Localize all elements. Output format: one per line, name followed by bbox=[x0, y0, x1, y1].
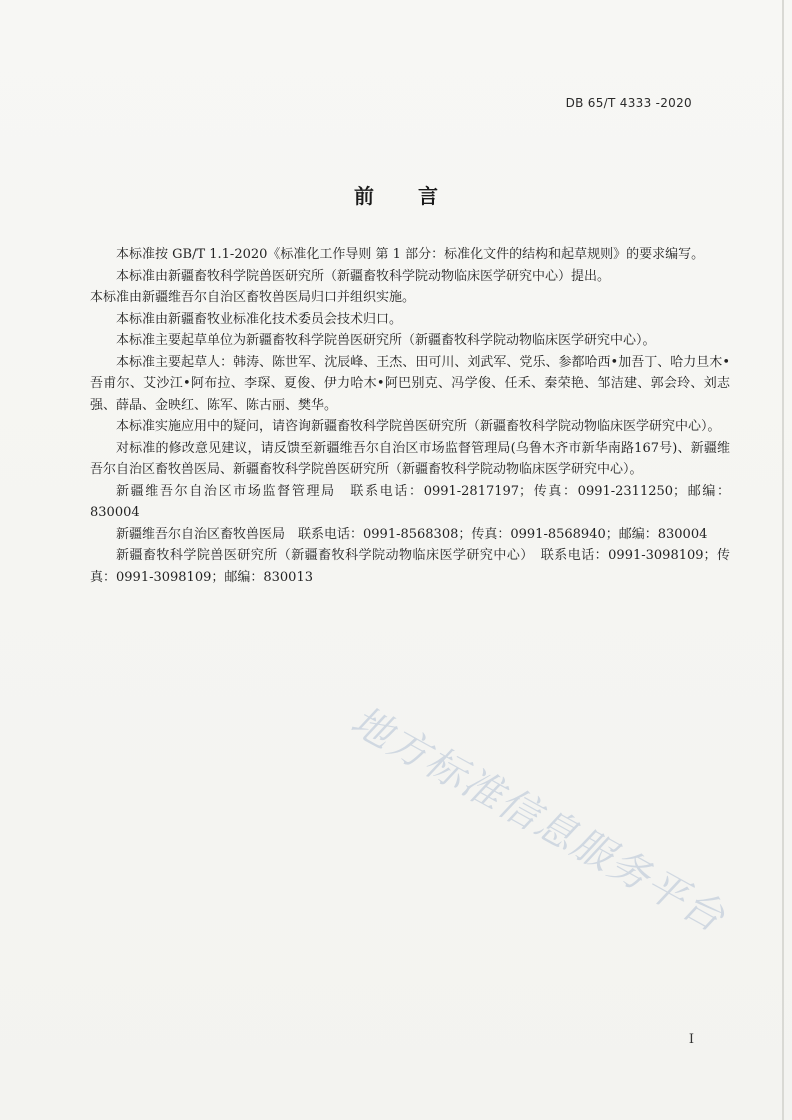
paragraph-inquiry: 本标准实施应用中的疑问，请咨询新疆畜牧科学院兽医研究所（新疆畜牧科学院动物临床医学研究中心）。 bbox=[116, 419, 721, 434]
contact-line-animal-husbandry: 新疆维吾尔自治区畜牧兽医局 联系电话：0991-8568308；传真：0991-8568940；邮编：830004 bbox=[116, 526, 708, 542]
paragraph-drafting-basis: 本标准按 GB/T 1.1-2020《标准化工作导则 第 1 部分：标准化文件的结构和起草规则》的要求编写。 bbox=[116, 247, 705, 262]
standard-code: DB 65/T 4333 -2020 bbox=[565, 96, 692, 110]
page-number: I bbox=[688, 1032, 694, 1047]
contact-line-veterinary-institute: 新疆畜牧科学院兽医研究所（新疆畜牧科学院动物临床医学研究中心） 联系电话：0991-3098109；传真：0991-3098109；邮编：830013 bbox=[90, 548, 730, 585]
paragraph-feedback: 对标准的修改意见建议，请反馈至新疆维吾尔自治区市场监督管理局(乌鲁木齐市新华南路167号)、新疆维吾尔自治区畜牧兽医局、新疆畜牧科学院兽医研究所（新疆畜牧科学院动物临床医学研究中心）。 bbox=[90, 440, 730, 477]
page-title: 前言 bbox=[354, 184, 482, 208]
watermark-text: 地方标准信息服务平台 bbox=[343, 697, 733, 942]
foreword-body bbox=[90, 244, 730, 588]
paragraph-proposer: 本标准由新疆畜牧科学院兽医研究所（新疆畜牧科学院动物临床医学研究中心）提出。 bbox=[116, 268, 611, 284]
paragraph-administrator: 本标准由新疆维吾尔自治区畜牧兽医局归口并组织实施。 bbox=[90, 290, 416, 305]
paragraph-drafters: 本标准主要起草人：韩涛、陈世军、沈辰峰、王杰、田可川、刘武军、党乐、参都哈西•加吾丁、哈力旦木•吾甫尔、艾沙江•阿布拉、李琛、夏俊、伊力哈木•阿巴别克、冯学俊、任禾、秦荣艳、邹洁建、郭会玲、刘志强、薛晶、金映红、陈军、陈古丽、樊华。 bbox=[90, 354, 730, 413]
paragraph-drafting-unit: 本标准主要起草单位为新疆畜牧科学院兽医研究所（新疆畜牧科学院动物临床医学研究中心）。 bbox=[116, 333, 656, 348]
scan-edge-line bbox=[782, 0, 784, 1120]
paragraph-technical-committee: 本标准由新疆畜牧业标准化技术委员会技术归口。 bbox=[116, 311, 403, 327]
contact-line-market-supervision: 新疆维吾尔自治区市场监督管理局 联系电话：0991-2817197；传真：0991-2311250；邮编：830004 bbox=[90, 483, 730, 520]
